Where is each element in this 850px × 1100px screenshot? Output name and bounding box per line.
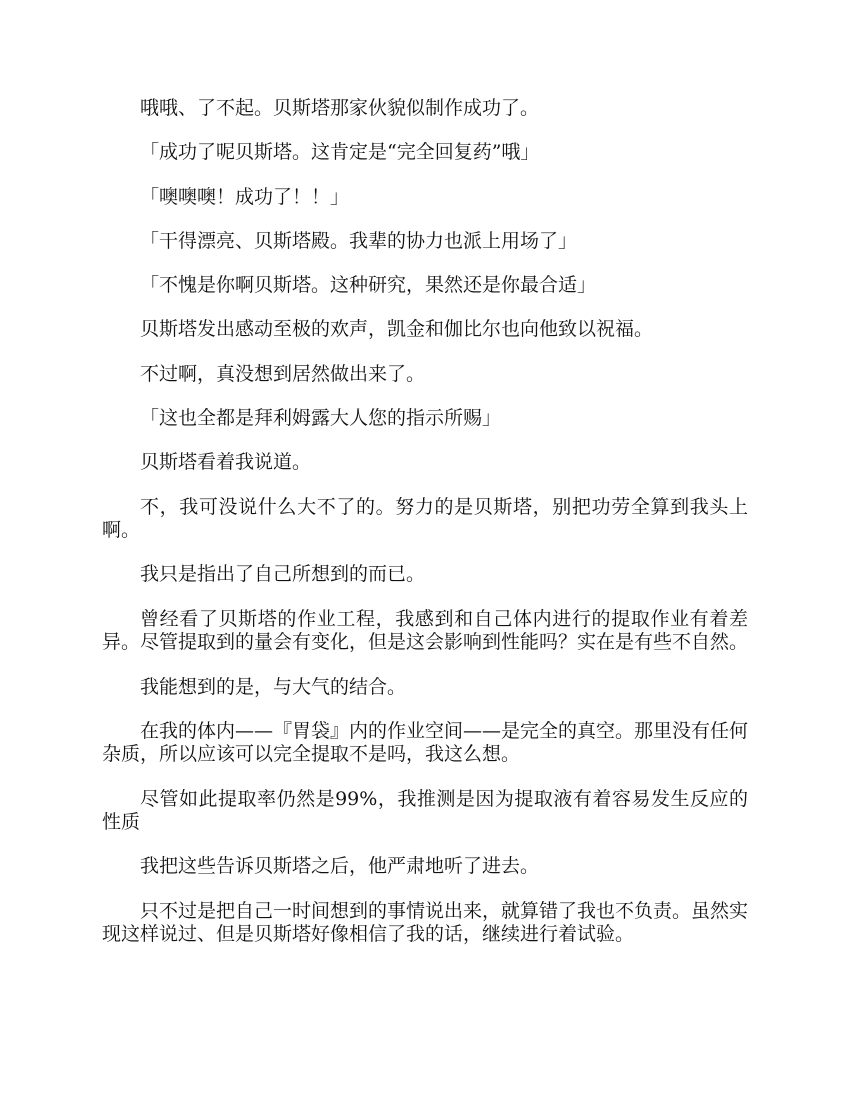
paragraph-4: 「干得漂亮、贝斯塔殿。我辈的协力也派上用场了」 bbox=[140, 229, 578, 252]
paragraph-5: 「不愧是你啊贝斯塔。这种研究，果然还是你最合适」 bbox=[140, 274, 597, 297]
paragraph-2: 「成功了呢贝斯塔。这肯定是“完全回复药”哦」 bbox=[140, 141, 540, 164]
paragraph-15: 尽管如此提取率仍然是99%，我推测是因为提取液有着容易发生反应的性质 bbox=[102, 787, 748, 834]
paragraph-12: 曾经看了贝斯塔的作业工程，我感到和自己体内进行的提取作业有着差异。尽管提取到的量会有变化，但是这会影响到性能吗？实在是有些不自然。 bbox=[102, 607, 749, 654]
paragraph-13: 我能想到的是，与大气的结合。 bbox=[140, 675, 407, 698]
paragraph-3: 「噢噢噢！成功了！！」 bbox=[140, 185, 350, 208]
paragraph-7: 不过啊，真没想到居然做出来了。 bbox=[140, 362, 426, 385]
paragraph-9: 贝斯塔看着我说道。 bbox=[140, 451, 312, 474]
paragraph-11: 我只是指出了自己所想到的而已。 bbox=[140, 563, 426, 586]
document-page bbox=[102, 97, 748, 968]
paragraph-17: 只不过是把自己一时间想到的事情说出来，就算错了我也不负责。虽然实现这样说过、但是贝斯塔好像相信了我的话，继续进行着试验。 bbox=[102, 899, 749, 946]
paragraph-14: 在我的体内——『胃袋』内的作业空间——是完全的真空。那里没有任何杂质，所以应该可以完全提取不是吗，我这么想。 bbox=[102, 719, 749, 766]
paragraph-6: 贝斯塔发出感动至极的欢声，凯金和伽比尔也向他致以祝福。 bbox=[140, 318, 654, 341]
paragraph-16: 我把这些告诉贝斯塔之后，他严肃地听了进去。 bbox=[140, 855, 540, 878]
paragraph-10: 不，我可没说什么大不了的。努力的是贝斯塔，别把功劳全算到我头上啊。 bbox=[102, 495, 748, 542]
paragraph-1: 哦哦、了不起。贝斯塔那家伙貌似制作成功了。 bbox=[140, 97, 540, 119]
paragraph-8: 「这也全都是拜利姆露大人您的指示所赐」 bbox=[140, 407, 502, 430]
